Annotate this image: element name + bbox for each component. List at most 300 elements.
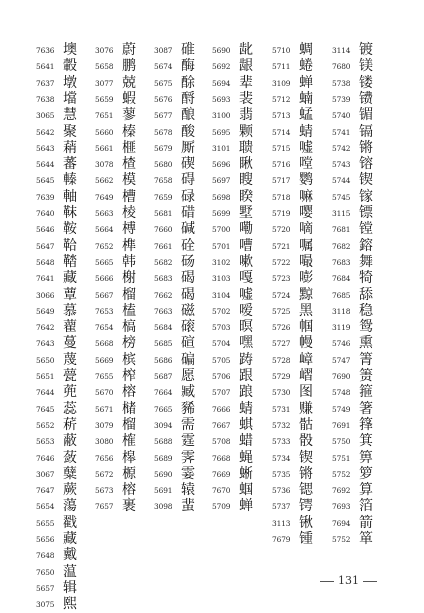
entry-character: 鸳 — [359, 319, 373, 336]
entry-character: 镀 — [359, 42, 373, 58]
entry-character: 箩 — [359, 465, 373, 482]
entry — [154, 238, 206, 255]
entry — [154, 319, 206, 336]
entry-character: 蜷 — [299, 58, 313, 75]
entry-number: 7685 — [332, 290, 351, 300]
entry-number: 5731 — [272, 404, 291, 414]
entry — [36, 140, 88, 157]
entry-number: 5699 — [212, 209, 231, 218]
entry-number: 5698 — [212, 192, 231, 202]
entry — [36, 303, 88, 320]
entry — [95, 107, 147, 124]
entry — [95, 303, 147, 320]
entry-character: 鹏 — [122, 58, 136, 75]
entry-number: 3109 — [272, 78, 291, 88]
entry — [212, 238, 264, 255]
entry — [95, 205, 147, 222]
entry-number: 5651 — [36, 372, 55, 381]
entry-number: 5745 — [332, 192, 351, 202]
entry — [212, 352, 264, 369]
entry — [36, 417, 88, 434]
entry-number: 7663 — [154, 306, 173, 316]
entry-number: 3065 — [36, 111, 55, 121]
entry-character: 嘤 — [299, 205, 313, 221]
entry-character: 榧 — [122, 139, 136, 156]
entry-number: 5685 — [154, 339, 173, 349]
entry-number: 7654 — [95, 323, 114, 333]
entry — [212, 140, 264, 157]
entry-number: 5751 — [332, 453, 351, 463]
entry-number: 5641 — [36, 62, 55, 72]
entry-number: 7693 — [332, 502, 351, 512]
entry-character: 酿 — [181, 107, 195, 124]
entry — [212, 270, 264, 287]
entry-number: 3094 — [154, 420, 173, 430]
entry-character: 鞍 — [63, 221, 77, 238]
entry-character: 辑 — [63, 579, 77, 596]
entry — [332, 482, 384, 499]
entry — [95, 466, 147, 483]
entry-number: 7660 — [154, 225, 173, 235]
entry-character: 模 — [122, 172, 136, 189]
entry-number: 7659 — [154, 192, 173, 202]
entry-character: 霆 — [181, 433, 195, 450]
entry-character: 蝈 — [239, 482, 253, 499]
entry-number: 3119 — [332, 323, 351, 333]
entry-number: 3101 — [212, 143, 231, 153]
entry-character: 榞 — [122, 465, 136, 482]
entry-number: 7636 — [36, 46, 55, 55]
entry-number: 7666 — [212, 404, 231, 414]
entry-number: 5702 — [212, 306, 231, 316]
entry — [36, 368, 88, 385]
entry-character: 蔚 — [122, 42, 136, 58]
entry-number: 5738 — [332, 78, 351, 88]
entry-number: 5725 — [272, 306, 291, 316]
entry-number: 7661 — [154, 241, 173, 251]
entry-character: 蔑 — [63, 351, 77, 368]
entry-character: 犄 — [359, 270, 373, 287]
entry-number: 7639 — [36, 192, 55, 202]
entry — [272, 352, 324, 369]
entry-number: 5739 — [332, 94, 351, 104]
entry — [154, 433, 206, 450]
entry — [332, 401, 384, 418]
entry — [332, 433, 384, 450]
entry — [36, 124, 88, 141]
entry-number: 5704 — [212, 339, 231, 349]
entry — [272, 417, 324, 434]
entry-number: 5747 — [332, 355, 351, 365]
entry — [272, 384, 324, 401]
entry-character: 蕱 — [63, 139, 77, 156]
entry-character: 鎔 — [359, 237, 373, 254]
entry-character: 镅 — [359, 107, 373, 124]
entry-character: 轂 — [63, 58, 77, 75]
entry-character: 菥 — [63, 416, 77, 433]
entry-character: 碱 — [181, 221, 195, 238]
entry-number: 7637 — [36, 78, 55, 88]
entry — [95, 75, 147, 92]
entry — [95, 498, 147, 515]
entry — [272, 368, 324, 385]
entry-character: 聚 — [63, 123, 77, 140]
entry-character: 箕 — [359, 433, 373, 450]
entry-number: 5676 — [154, 94, 173, 104]
entry-character: 榕 — [122, 384, 136, 401]
entry — [332, 58, 384, 75]
entry-character: 槠 — [122, 400, 136, 417]
entry-character: 暝 — [239, 319, 253, 336]
entry-number: 5705 — [212, 355, 231, 365]
entry-number: 3102 — [212, 257, 231, 267]
entry-character: 舞 — [359, 253, 373, 270]
entry-number: 5712 — [272, 94, 291, 104]
entry-character: 箐 — [359, 351, 373, 368]
entry-character: 锵 — [359, 139, 373, 156]
entry — [36, 450, 88, 467]
entry-number: 5674 — [154, 62, 173, 72]
entry — [332, 205, 384, 222]
entry-number: 5688 — [154, 437, 173, 447]
entry-number: 5649 — [36, 306, 55, 316]
entry-character: 蕩 — [63, 498, 77, 515]
entry-character: 蜚 — [181, 498, 195, 515]
entry-character: 踌 — [239, 351, 253, 368]
entry-character: 軸 — [63, 188, 77, 205]
entry-number: 5661 — [95, 143, 114, 153]
entry-number: 5675 — [154, 78, 173, 88]
entry — [272, 335, 324, 352]
entry-number: 7682 — [332, 241, 351, 251]
entry-number: 5713 — [272, 111, 291, 121]
entry — [154, 75, 206, 92]
entry-character: 龈 — [239, 58, 253, 75]
entry — [212, 433, 264, 450]
entry-character: 镄 — [359, 90, 373, 107]
entry-character: 榴 — [122, 286, 136, 303]
entry — [95, 450, 147, 467]
entry-number: 3104 — [212, 290, 231, 300]
entry-character: 箍 — [359, 384, 373, 401]
entry-number: 5744 — [332, 176, 351, 186]
entry-character: 酹 — [181, 90, 195, 107]
entry-character: 韩 — [122, 253, 136, 270]
entry-number: 3080 — [95, 437, 114, 447]
entry-number: 5678 — [154, 127, 173, 137]
entry — [212, 172, 264, 189]
entry-character: 碍 — [181, 172, 195, 189]
entry — [154, 254, 206, 271]
entry — [36, 433, 88, 450]
entry-character: 箭 — [359, 514, 373, 531]
entry-number: 5660 — [95, 127, 114, 137]
entry-character: 瞅 — [239, 156, 253, 173]
entry-character: 藏 — [63, 531, 77, 547]
entry-number: 5668 — [95, 339, 114, 349]
entry-number: 7694 — [332, 518, 351, 528]
entry-character: 嘈 — [239, 237, 253, 254]
entry — [36, 254, 88, 271]
entry — [36, 319, 88, 336]
entry-number: 3075 — [36, 600, 55, 610]
entry-character: 镂 — [359, 74, 373, 91]
page-number — [316, 574, 381, 587]
entry-character: 蕃 — [63, 156, 77, 173]
entry-number: 5672 — [95, 469, 114, 479]
entry — [332, 140, 384, 157]
entry — [36, 580, 88, 597]
entry — [36, 596, 88, 613]
entry-number: 7662 — [154, 290, 173, 300]
entry-number: 5654 — [36, 502, 55, 512]
entry-number: 5717 — [272, 176, 291, 186]
entry-number: 5711 — [272, 62, 291, 72]
entry — [332, 254, 384, 271]
entry-character: 锹 — [299, 514, 313, 531]
entry — [332, 417, 384, 434]
entry-character: 磙 — [181, 319, 195, 336]
entry — [332, 450, 384, 467]
entry-number: 5740 — [332, 111, 351, 121]
entry-number: 5737 — [272, 502, 291, 512]
entry-character: 嘱 — [299, 237, 313, 254]
entry-character: 槟 — [122, 351, 136, 368]
entry — [154, 42, 206, 59]
entry-character: 碶 — [181, 156, 195, 173]
entry — [332, 75, 384, 92]
entry-number: 7638 — [36, 94, 55, 104]
entry-character: 墺 — [63, 42, 77, 58]
entry-character: 黥 — [299, 286, 313, 303]
entry-number: 5706 — [212, 372, 231, 381]
entry-number: 7664 — [154, 388, 173, 398]
entry-character: 骷 — [299, 416, 313, 433]
entry-character: 翡 — [239, 107, 253, 124]
entry-character: 槁 — [122, 319, 136, 336]
entry-number: 5691 — [154, 486, 173, 496]
entry-character: 嘡 — [299, 156, 313, 173]
entry-character: 嗽 — [239, 253, 253, 270]
entry — [95, 482, 147, 499]
entry-character: 赚 — [299, 400, 313, 417]
entry-character: 酶 — [181, 58, 195, 75]
entry-character: 酸 — [181, 123, 195, 140]
entry-character: 踉 — [239, 384, 253, 401]
entry-number: 7683 — [332, 257, 351, 267]
entry-number: 7650 — [36, 567, 55, 577]
entry-number: 5666 — [95, 274, 114, 284]
entry — [272, 433, 324, 450]
entry — [272, 450, 324, 467]
entry-character: 蔽 — [63, 433, 77, 450]
entry-character: 蜻 — [299, 123, 313, 140]
entry-number: 5700 — [212, 225, 231, 235]
entry-character: 稳 — [359, 302, 373, 319]
entry-character: 锲 — [299, 449, 313, 466]
entry-character: 臧 — [181, 384, 195, 401]
entry — [95, 335, 147, 352]
entry-number: 5665 — [95, 257, 114, 267]
entry — [154, 368, 206, 385]
entry-character: 嘞 — [239, 221, 253, 238]
entry-character: 辕 — [181, 482, 195, 499]
entry-character: 榑 — [122, 221, 136, 238]
entry-number: 3100 — [212, 111, 231, 121]
entry — [95, 352, 147, 369]
entry-number: 5687 — [154, 372, 173, 381]
entry-character: 碥 — [181, 351, 195, 368]
entry-number: 5690 — [154, 469, 173, 479]
entry — [95, 221, 147, 238]
entry-number: 5695 — [212, 127, 231, 137]
entry — [154, 140, 206, 157]
entry-number: 7670 — [212, 486, 231, 496]
entry-character: 戴 — [63, 547, 77, 564]
entry — [36, 564, 88, 581]
entry — [212, 58, 264, 75]
entry — [212, 254, 264, 271]
entry-character: 碓 — [181, 42, 195, 58]
entry — [154, 172, 206, 189]
entry-character: 嘬 — [299, 253, 313, 270]
entry — [36, 58, 88, 75]
entry-number: 5693 — [212, 94, 231, 104]
entry-number: 5728 — [272, 355, 291, 365]
entry — [332, 91, 384, 108]
entry-number: 3115 — [332, 209, 351, 218]
entry-character: 棱 — [122, 205, 136, 221]
entry — [95, 189, 147, 206]
entry-number: 5673 — [95, 486, 114, 496]
entry — [154, 303, 206, 320]
entry — [154, 401, 206, 418]
entry-number: 7656 — [95, 453, 114, 463]
entry — [212, 401, 264, 418]
entry-number: 5667 — [95, 290, 114, 300]
entry-number: 7657 — [95, 502, 114, 512]
entry — [332, 124, 384, 141]
entry-character: 嘘 — [299, 139, 313, 156]
entry-character: 蕰 — [63, 563, 77, 580]
entry-character: 硂 — [181, 237, 195, 254]
entry — [272, 515, 324, 532]
entry-character: 墅 — [239, 205, 253, 221]
entry-character: 蝦 — [122, 90, 136, 107]
entry-character: 瞍 — [239, 172, 253, 189]
entry-number: 7691 — [332, 420, 351, 430]
entry-number: 5684 — [154, 323, 173, 333]
entry-character: 碣 — [181, 270, 195, 287]
entry-character: 图 — [299, 384, 313, 401]
entry-number: 5736 — [272, 486, 291, 496]
entry-character: 箅 — [359, 449, 373, 466]
entry — [332, 303, 384, 320]
entry — [36, 42, 88, 59]
entry — [36, 335, 88, 352]
entry-number: 7649 — [95, 192, 114, 202]
entry-number: 5657 — [36, 583, 55, 593]
entry-number: 5752 — [332, 469, 351, 479]
entry-character: 算 — [359, 482, 373, 499]
entry — [212, 417, 264, 434]
entry — [332, 384, 384, 401]
entry-number: 5683 — [154, 274, 173, 284]
entry-number: 5718 — [272, 192, 291, 202]
entry — [212, 335, 264, 352]
entry-character: 嘀 — [299, 221, 313, 238]
entry — [272, 124, 324, 141]
entry — [332, 352, 384, 369]
entry — [36, 401, 88, 418]
entry-number: 7647 — [36, 486, 55, 496]
entry-number: 5749 — [332, 404, 351, 414]
entry-character: 槔 — [122, 449, 136, 466]
entry — [332, 156, 384, 173]
entry-number: 3113 — [272, 518, 291, 528]
entry-number: 5743 — [332, 160, 351, 170]
entry-character: 靺 — [63, 205, 77, 221]
entry — [272, 319, 324, 336]
entry-character: 蓼 — [122, 107, 136, 124]
entry — [272, 531, 324, 548]
entry — [332, 319, 384, 336]
entry-character: 鹦 — [299, 172, 313, 189]
entry-number: 5729 — [272, 372, 291, 381]
entry-number: 5720 — [272, 225, 291, 235]
entry-character: 嘘 — [239, 286, 253, 303]
entry-character: 镗 — [359, 221, 373, 238]
entry-character: 豨 — [181, 400, 195, 417]
entry — [154, 91, 206, 108]
entry-number: 5697 — [212, 176, 231, 186]
entry-character: 蜩 — [299, 42, 313, 58]
entry-number: 5722 — [272, 257, 291, 267]
entry — [332, 498, 384, 515]
entry-character: 蝉 — [299, 74, 313, 91]
entry — [154, 450, 206, 467]
entry-character: 榴 — [122, 416, 136, 433]
entry-character: 槽 — [122, 188, 136, 205]
entry-number: 5715 — [272, 143, 291, 153]
entry-character: 戳 — [63, 514, 77, 531]
entry-number: 5750 — [332, 437, 351, 447]
entry-number: 3114 — [332, 46, 351, 55]
entry-number: 7665 — [154, 404, 173, 414]
entry-character: 霁 — [181, 449, 195, 466]
entry-number: 3076 — [95, 46, 114, 55]
entry-number: 3078 — [95, 160, 114, 170]
entry — [212, 368, 264, 385]
entry-number: 3098 — [154, 502, 173, 512]
entry-character: 轃 — [63, 172, 77, 189]
entry-number: 7658 — [154, 176, 173, 186]
entry-number: 5646 — [36, 225, 55, 235]
entry-character: 蜢 — [299, 107, 313, 124]
entry — [212, 42, 264, 59]
entry-number: 7667 — [212, 420, 231, 430]
entry-character: 慧 — [63, 107, 77, 124]
entry-character: 蔸 — [63, 384, 77, 401]
entry-character: 镁 — [359, 58, 373, 75]
entry — [154, 498, 206, 515]
entry — [212, 221, 264, 238]
entry-character: 糵 — [63, 465, 77, 482]
entry-character: 榼 — [122, 302, 136, 319]
entry-number: 5645 — [36, 176, 55, 186]
entry — [212, 124, 264, 141]
entry — [272, 254, 324, 271]
